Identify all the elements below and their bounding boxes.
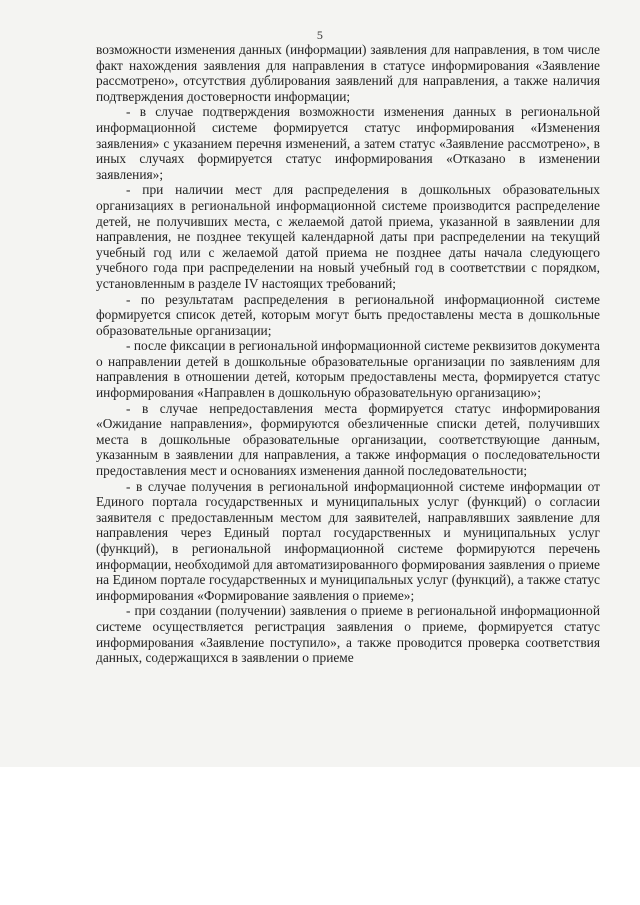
paragraph: - в случае подтверждения возможности изменения данных в региональной информационной системе формируется статус информирования «Изменения заявления» с указанием перечня изменений, а затем статус «Заявление рассмотрено», в иных случаях формируется статус информирования «Отказано в изменении заявления»; [96,104,600,182]
document-body [96,42,600,666]
paragraph: - при наличии мест для распределения в дошкольных образовательных организациях в региональной информационной системе производится распределение детей, не получивших места, с желаемой датой приема, указанной в заявлении для направления, не позднее текущей календарной даты при распределении на текущий учебный год или с желаемой датой приема не позднее даты начала следующего учебного года при распределении на новый учебный год в соответствии с порядком, установленным в разделе IV настоящих требований; [96,182,600,291]
paragraph: - по результатам распределения в региональной информационной системе формируется список детей, которым могут быть предоставлены места в дошкольные образовательные организации; [96,291,600,338]
page-number: 5 [316,28,324,42]
paragraph: - в случае непредоставления места формируется статус информирования «Ожидание направления», формируются обезличенные списки детей, получивших места в дошкольные образовательные организации, соответствующие данным, указанным в заявлении для направления, а также информация о последовательности предоставления мест и основаниях изменения данной последовательности; [96,400,600,479]
paragraph: - после фиксации в региональной информационной системе реквизитов документа о направлении детей в дошкольные образовательные организации по заявлениям для направления в отношении детей, которым предоставлены места, формируется статус информирования «Направлен в дошкольную образовательную организацию»; [96,338,600,401]
paragraph: возможности изменения данных (информации) заявления для направления, в том числе факт нахождения заявления для направления в статусе информирования «Заявление рассмотрено», отсутствия дублирования заявлений для направления, а также наличия подтверждения достоверности информации; [96,42,600,104]
paragraph: - при создании (получении) заявления о приеме в региональной информационной системе осуществляется регистрация заявления о приеме, формируется статус информирования «Заявление поступило», а также проводится проверка соответствия данных, содержащихся в заявлении о приеме [96,603,600,666]
paragraph: - в случае получения в региональной информационной системе информации от Единого портала государственных и муниципальных услуг (функций) о согласии заявителя с предоставленным местом для заявителей, направлявших заявление для направления через Единый портал государственных и муниципальных услуг (функций), в региональной информационной системе формируются перечень информации, необходимой для автоматизированного формирования заявления о приеме на Едином портале государственных и муниципальных услуг (функций), а также статус информирования «Формирование заявления о приеме»; [96,478,600,603]
